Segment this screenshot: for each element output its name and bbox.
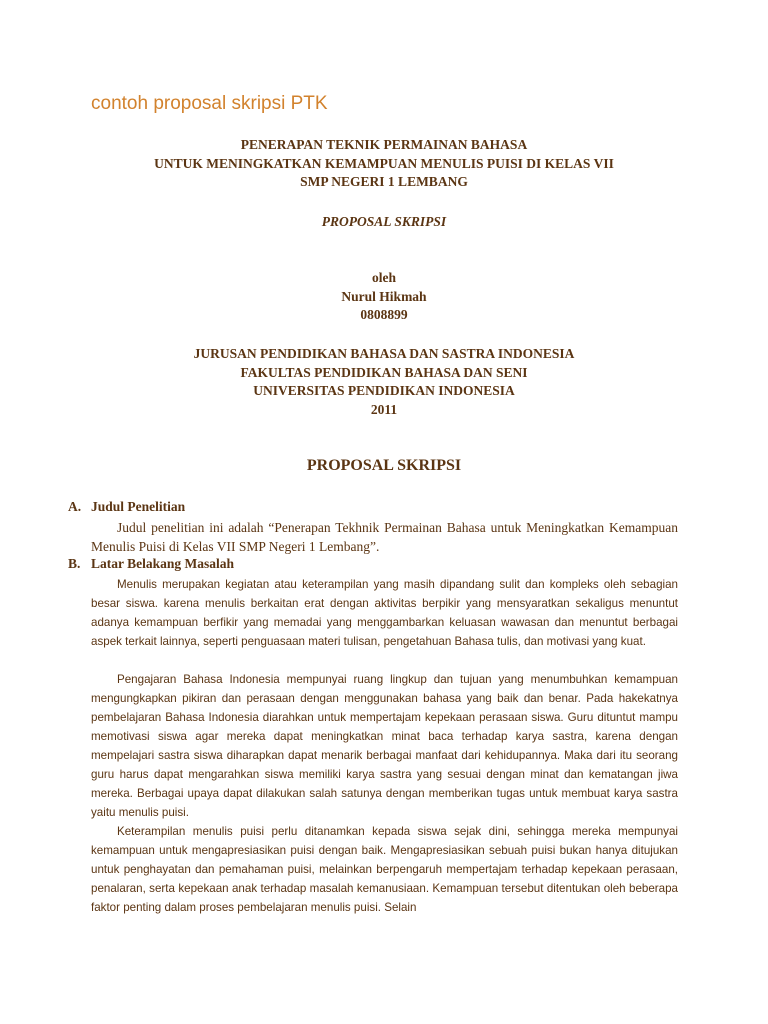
cover-title: [0, 136, 768, 192]
author-label: oleh: [371, 270, 396, 285]
section-heading-text: Judul Penelitian: [91, 499, 186, 514]
section-a-heading: [68, 499, 185, 515]
document-title: contoh proposal skripsi PTK: [91, 93, 328, 114]
section-b-paragraph-1: Menulis merupakan kegiatan atau keterampilan yang masih dipandang sulit dan kompleks oleh sebagian besar siswa. karena menulis berkaitan erat dengan aktivitas berpikir yang mensyaratkan sekaligus menuntut adanya kemampuan berfikir yang memadai yang menggambarkan keluasan wawasan dan menuntut berbagai aspek terkait lainnya, seperti penguasaan materi tulisan, pengetahuan Bahasa tulis, dan motivasi yang kuat.: [91, 578, 678, 648]
section-a-paragraph: Judul penelitian ini adalah “Penerapan Tekhnik Permainan Bahasa untuk Meningkatkan Kemampuan Menulis Puisi di Kelas VII SMP Negeri 1 Lembang”.: [91, 520, 678, 554]
cover-title-line: UNTUK MENINGKATKAN KEMAMPUAN MENULIS PUISI DI KELAS VII: [154, 155, 614, 171]
cover-title-line: PENERAPAN TEKNIK PERMAINAN BAHASA: [240, 137, 528, 152]
section-letter: A.: [68, 499, 82, 514]
section-letter: B.: [68, 556, 81, 571]
author-name: Nurul Hikmah: [341, 288, 427, 304]
author-id: 0808899: [360, 307, 408, 322]
cover-doc-type: PROPOSAL SKRIPSI: [321, 214, 447, 229]
cover-title-line: SMP NEGERI 1 LEMBANG: [300, 174, 468, 189]
cover-author: [0, 269, 768, 325]
section-b-paragraph-3: Keterampilan menulis puisi perlu ditanamkan kepada siswa sejak dini, sehingga mereka mempunyai kemampuan untuk mengapresiasikan puisi dengan baik. Mengapresiasikan sebuah puisi bukan hanya ditujukan untuk penghayatan dan pemahaman puisi, melainkan berpengaruh mempertajam terhadap kepekaan perasaan, penalaran, serta kepekaan anak terhadap masalah kemanusiaan. Kemampuan tersebut ditentukan oleh beberapa faktor penting dalam proses pembelajaran menulis puisi. Selain: [91, 825, 678, 914]
institution-year: 2011: [370, 401, 398, 417]
institution-line: FAKULTAS PENDIDIKAN BAHASA DAN SENI: [240, 364, 528, 380]
section-b-heading: [68, 556, 234, 572]
institution-line: UNIVERSITAS PENDIDIKAN INDONESIA: [253, 383, 515, 398]
section-title: PROPOSAL SKRIPSI: [306, 457, 462, 474]
cover-institution: [0, 345, 768, 419]
section-b-paragraph-2: Pengajaran Bahasa Indonesia mempunyai ruang lingkup dan tujuan yang menumbuhkan kemampuan mengungkapkan pikiran dan perasaan dengan menggunakan bahasa yang baik dan benar. Pada hakekatnya pembelajaran Bahasa Indonesia diarahkan untuk mempertajam kepekaan perasaan siswa. Guru dituntut mampu memotivasi siswa agar mereka dapat meningkatkan minat baca terhadap karya sastra, karena dengan mempelajari sastra siswa diharapkan dapat menarik berbagai manfaat dari kehidupannya. Maka dari itu seorang guru harus dapat mengarahkan siswa memiliki karya sastra yang sesuai dengan minat dan kematangan jiwa mereka. Berbagai upaya dapat dilakukan salah satunya dengan memberikan tugas untuk membuat karya sastra yaitu menulis puisi.: [91, 673, 678, 819]
institution-line: JURUSAN PENDIDIKAN BAHASA DAN SASTRA INDONESIA: [193, 346, 575, 361]
section-heading-text: Latar Belakang Masalah: [91, 556, 235, 571]
